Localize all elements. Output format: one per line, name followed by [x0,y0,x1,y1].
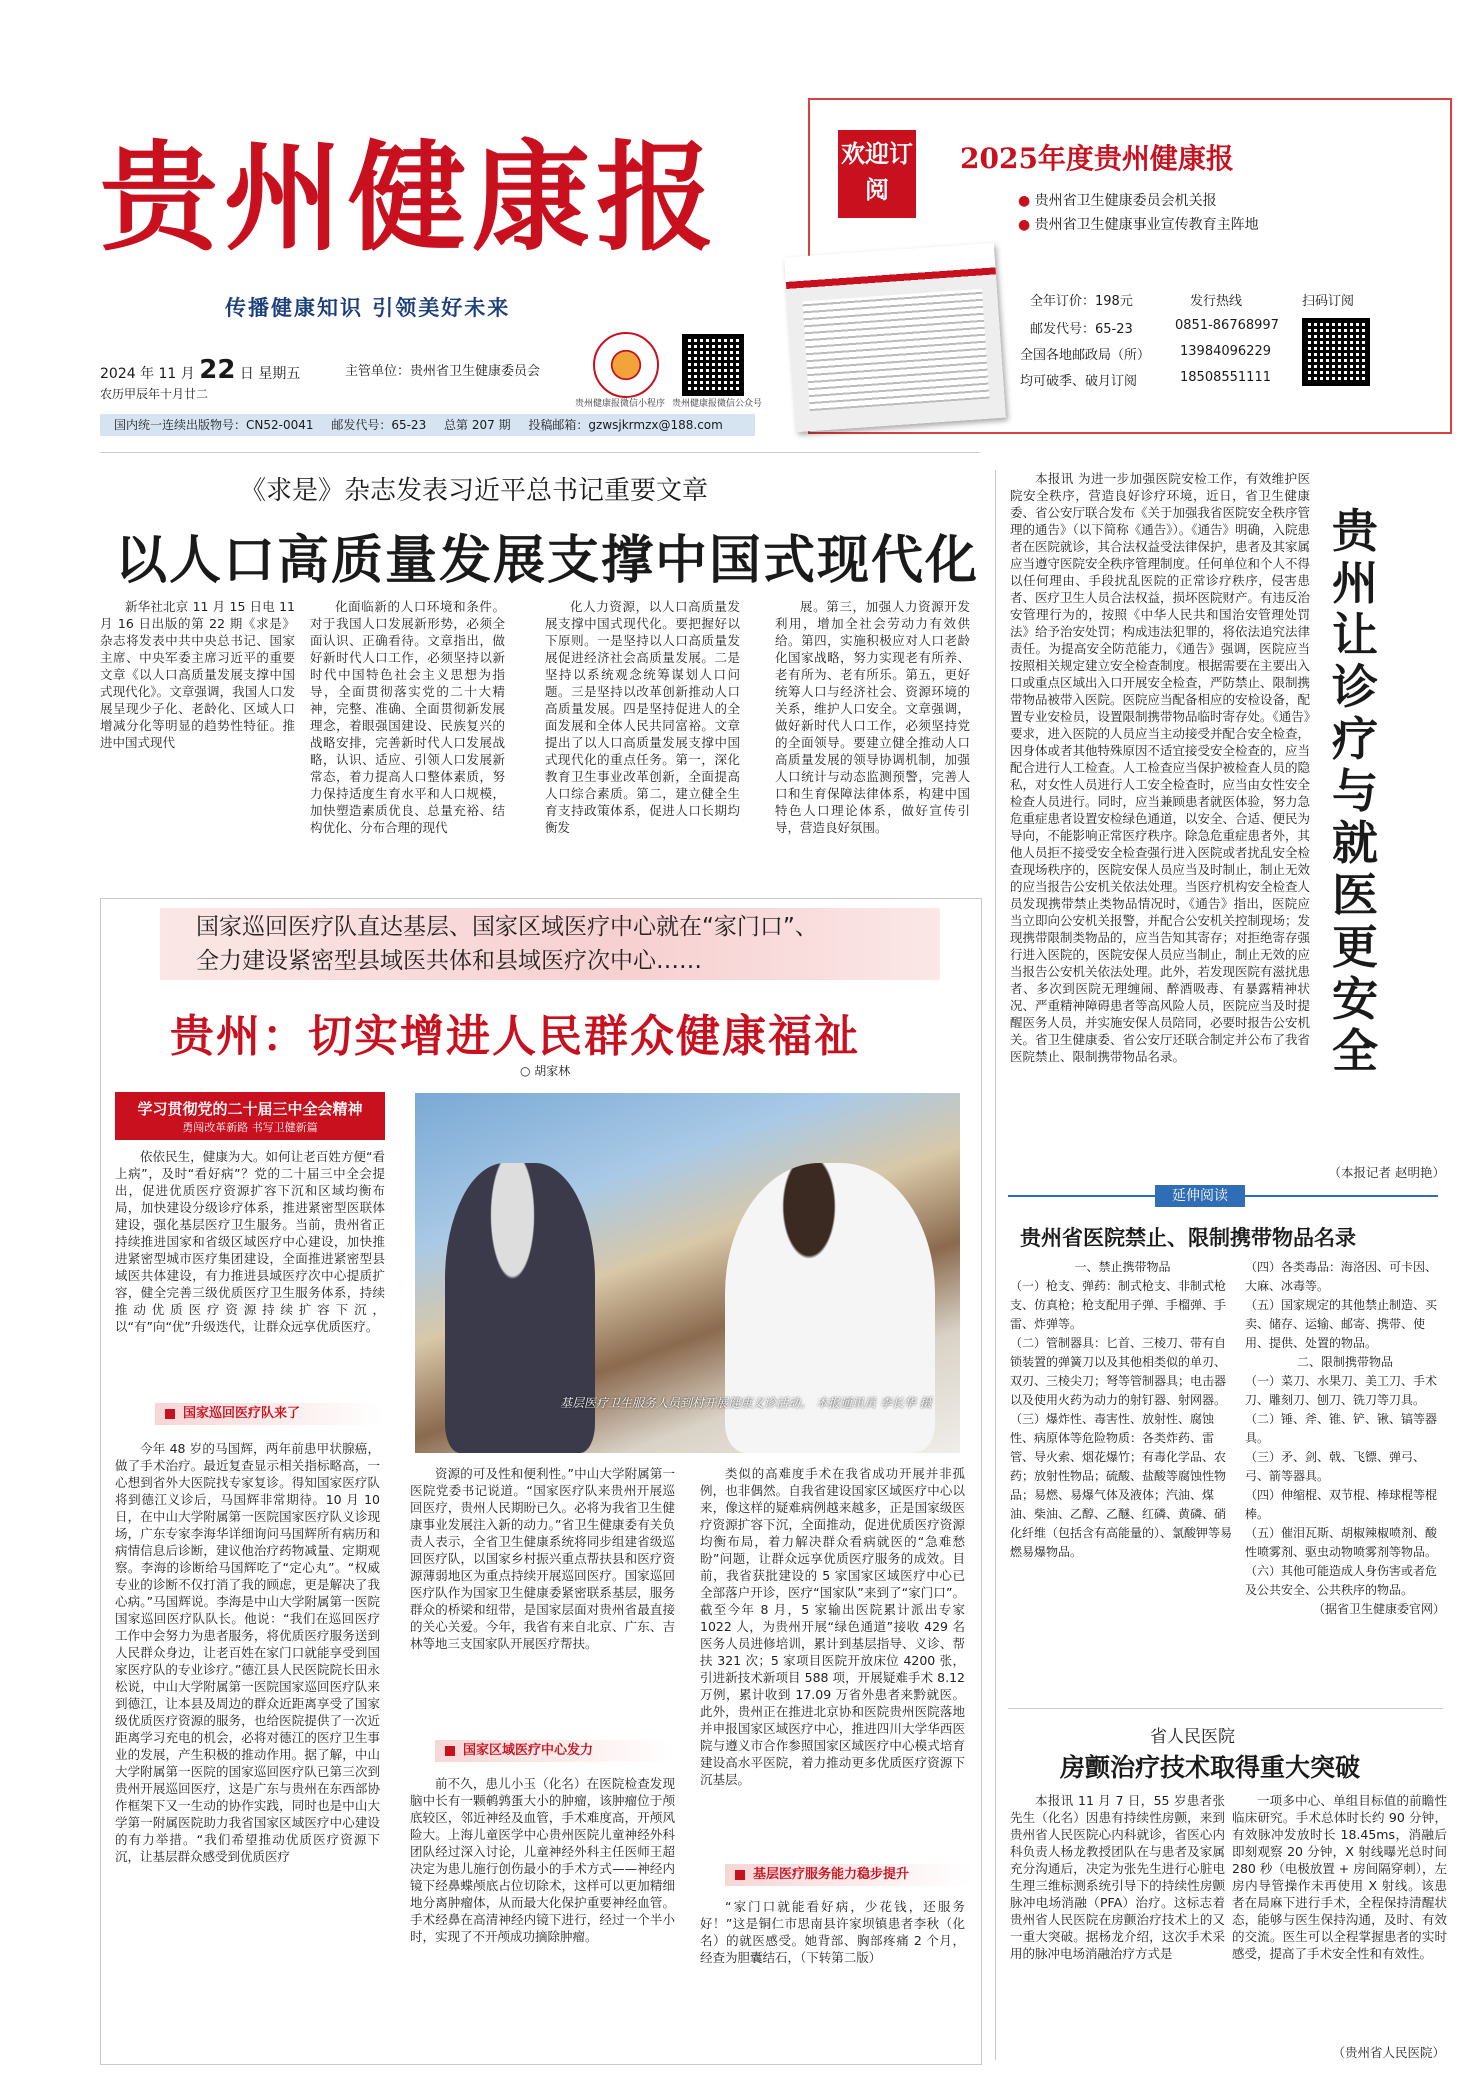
pfa-headline: 房颤治疗技术取得重大突破 [1060,1753,1361,1782]
study-title: 学习贯彻党的二十届三中全会精神 [137,1100,363,1118]
hotline-label: 发行热线 [1190,294,1243,309]
pfa-text-2: 一项多中心、单组目标值的前瞻性临床研究。手术总体时长约 90 分钟，有效脉冲发放时长 18.45ms，消融后即刻观察 20 分钟，X 射线曝光总时间 280 秒（电极放置 + 房间隔穿刺），左房内导管操作未再使用 X 射线。该患者在局麻下进行手术，全程保持清醒状态，能够与医生保持沟通，及时、有效的交流。医生可以全程掌握患者的实时感受，提高了手术安全性和有效性。 [1232,1793,1447,1961]
list-item: （一）枪支、弹药：制式枪支、非制式枪支、仿真枪；枪支配用子弹、手榴弹、手雷、炸弹等。 [1010,1279,1227,1331]
lead-text-3: 化人力资源，以人口高质量发展支撑中国式现代化。要把握好以下原则。一是坚持以人口高质量发展促进经济社会高质量发展。二是坚持以系统观念统筹谋划人口问题。三是坚持以改革创新推动人口高质量发展。四是坚持促进人的全面发展和全体人民共同富裕。文章提出了以人口高质量发展支撑中国式现代化的重点任务。第一，深化教育卫生事业改革创新，全面提高人口综合素质。第二，建立健全生育支持政策体系，促进人口长期均衡发 [545,599,740,835]
welfare-column-a [115,1440,380,2055]
masthead-slogan: 传播健康知识 引领美好未来 [225,296,511,320]
safety-vertical-headline: 贵州让诊疗与就医更安全 [1332,504,1378,1078]
safety-text: 本报讯 为进一步加强医院安检工作，有效维护医院安全秩序，营造良好诊疗环境，近日，省卫生健康委、省公安厅联合发布《关于加强我省医院安全秩序管理的通告》（以下简称《通告》）。《通告》明确，入院患者在医院就诊，其合法权益受法律保护，患者及其家属应当遵守医院安全秩序管理制度。任何单位和个人不得以任何理由、手段扰乱医院的正常诊疗秩序，侵害患者、医疗卫生人员合法权益，损坏医院财产。有违反治安管理行为的，按照《中华人民共和国治安管理处罚法》给予治安处罚；构成违法犯罪的，将依法追究法律责任。为提高安全防范能力，《通告》强调，医院应当按照相关规定建立安全检查制度。根据需要在主要出入口或重点区域出入口开展安全检查，严防禁止、限制携带物品被带入医院。医院应当配备相应的安检设备，配置专业安检员，设置限制携带物品临时寄存处。《通告》要求，进入医院的人员应当主动接受并配合安全检查，因身体或者其他特殊原因不适宜接受安全检查的，应当配合进行人工检查。人工检查应当保护被检查人员的隐私，对女性人员进行人工安全检查时，应当由女性安全检查人员进行。同时，应当兼顾患者就医体验，努力急危重症患者设置安检绿色通道，以安全、合适、便民为导向，不能影响正常医疗秩序。除急危重症患者外，其他人员拒不接受安全检查强行进入医院或者扰乱安全检查现场秩序的，医院安保人员应当及时制止，制止无效的应当报告公安机关依法处理。当医疗机构安全检查人员发现携带禁止类物品情况时，《通告》指出，医院应当立即向公安机关报警，并配合公安机关控制现场；发现携带限制类物品的，应当告知其寄存；对拒绝寄存强行进入医院的，医院安保人员应当制止，制止无效的应当报告公安机关依法处理。此外，若发现医院有滋扰患者、多次到医院无理缠闹、醉酒吸毒、有暴露精神状况、严重精神障碍患者等高风险人员，医院应当及时提醒医务人员，并实施安保人员陪同，必要时报告公安机关。省卫生健康委、省公安厅还联合制定并公布了我省医院禁止、限制携带物品名录。 [1010,471,1310,1064]
welfare-byline: ○ 胡家林 [520,1064,571,1078]
date-suffix: 日 星期五 [239,366,301,382]
newspaper-thumbnail [784,243,1006,432]
lead-column-2 [310,598,505,888]
items-list-title: 贵州省医院禁止、限制携带物品名录 [1020,1226,1356,1250]
welfare-text-c: 类似的高难度手术在我省成功开展并非孤例，也非偶然。自我省建设国家区域医疗中心以来，像这样的疑难病例越来越多，正是国家级医疗资源扩容下沉，全面推动，促进优质医疗资源均衡布局，着力解决群众看病就医的“急难愁盼”问题，让群众远享优质医疗服务的成效。目前，我省获批建设的 5 家国家区域医疗中心已全部落户开诊，医疗“国家队”来到了“家门口”。截至今年 8 月，5 家输出医院累计派出专家 1022 人，为贵州开展“绿色通道”接收 429 名医务人员进修培训，累计到基层指导、义诊、帮扶 321 次；5 家项目医院开放床位 4200 张，引进新技术新项目 588 项，开展疑难手术 8.12 万例，累计收到 17.09 万省外患者来黔就医。此外，贵州正在推进北京协和医院贵州医院落地并申报国家区域医疗中心，推进四川大学华西医院与遵义市合作参照国家区域医疗中心模式培育建设高水平医院，着力推动更多优质医疗资源下沉基层。 [700,1466,965,1787]
list-item: （三）矛、剑、戟、飞镖、弹弓、弓、箭等器具。 [1245,1450,1426,1483]
lead-kicker: 《求是》杂志发表习近平总书记重要文章 [240,476,709,506]
hotline-1: 0851-86768997 [1175,318,1279,333]
lunar-date: 农历甲辰年十月廿二 [100,387,209,401]
list-item: （据省卫生健康委官网） [1312,1602,1445,1616]
subscription-line1: ● 贵州省卫生健康委员会机关报 [1018,190,1217,210]
issue-number: 总第 207 期 [444,418,511,432]
safety-article-body [1010,470,1310,1160]
column-divider [995,470,996,2060]
subscribe-channel: 均可破季、破月订阅 [1020,374,1138,389]
photo-caption: 基层医疗卫生服务人员到村开展健康义诊活动。 本报通讯员 李长华 摄 [560,1396,932,1410]
issn: 国内统一连续出版物号：CN52-0041 [114,418,314,432]
welfare-column-b2 [410,1775,675,2055]
pfa-column-1 [1010,1792,1225,2062]
welfare-column-c [700,1465,965,1855]
welfare-text-c2: “家门口就能看好病，少花钱，还服务好！”这是铜仁市思南县许家坝镇患者李秋（化名）的就医感受。她背部、胸部疼痛 2 个月，经查为胆囊结石，（下转第二版） [700,1899,965,1965]
lead-text-2: 化面临新的人口环境和条件。对于我国人口发展新形势，必须全面认识、正确看待。文章指出，做好新时代人口工作，必须坚持以新时代中国特色社会主义思想为指导，全面贯彻落实党的二十大精神，完整、准确、全面贯彻新发展理念，着眼强国建设、民族复兴的战略安排，完善新时代人口发展战略，认识、适应、引领人口发展新常态，着力提高人口整体素质，努力保持适度生育水平和人口规模，加快塑造素质优良、总量充裕、结构优化、分布合理的现代 [310,599,505,835]
lead-text-1: 新华社北京 11 月 15 日电 11 月 16 日出版的第 22 期《求是》杂志将发表中共中央总书记、国家主席、中央军委主席习近平的重要文章《以人口高质量发展支撑中国式现代化》。文章强调，我国人口发展呈现少子化、老龄化、区域人口增减分化等明显的趋势性特征。推进中国式现代 [100,599,295,750]
hotline-3: 18508551111 [1180,370,1271,385]
date-prefix: 2024 年 11 月 [100,366,195,382]
hotline-2: 13984096229 [1180,344,1271,359]
sponsor-line: 主管单位：贵州省卫生健康委员会 [345,364,541,379]
lead-column-3 [545,598,740,888]
qr1-caption: 贵州健康报微信小程序 [575,399,666,409]
welfare-text-b: 资源的可及性和便利性。”中山大学附属第一医院党委书记说道。“国家医疗队来贵州开展巡回医疗，贵州人民期盼已久。必将为我省卫生健康事业发展注入新的动力。”省卫生健康委有关负责人表示，全省卫生健康系统将同步组建省级巡回医疗队，以国家乡村振兴重点帮扶县和医疗资源薄弱地区为重点持续开展巡回医疗。国家巡回医疗队作为国家卫生健康委紧密联系基层，服务群众的桥梁和纽带，是国家层面对贵州省最直接的关心关爱。今年，我省有来自北京、广东、吉林等地三支国家队开展医疗帮扶。 [410,1466,675,1651]
welfare-banner [160,908,940,980]
pfa-text-1: 本报讯 11 月 7 日，55 岁患者张先生（化名）因患有持续性房颤，来到贵州省人民医院心内科就诊，省医心内科负责人杨龙教授团队在与患者及家属充分沟通后，决定为张先生进行心脏电生理三维标测系统引导下的持续性房颤脉冲电场消融（PFA）治疗。这标志着贵州省人民医院在房颤治疗技术上的又一重大突破。据杨龙介绍，这次手术采用的脉冲电场消融治疗方式是 [1010,1793,1225,1961]
postal-code: 邮发代号：65-23 [331,418,427,432]
list-item: （四）各类毒品：海洛因、可卡因、大麻、冰毒等。 [1245,1260,1438,1293]
extended-reading-tag: 延伸阅读 [1155,1185,1245,1207]
submission-email[interactable]: 投稿邮箱：gzwsjkrmzx@188.com [528,418,723,432]
post-bureau: 全国各地邮政局（所） [1020,348,1151,363]
lead-headline: 以人口高质量发展支撑中国式现代化 [115,531,980,591]
subscription-title: 2025年度贵州健康报 [960,142,1234,175]
list-item: （二）锤、斧、锥、铲、锹、镐等器具。 [1245,1412,1438,1445]
wechat-qr-icon[interactable] [682,334,744,396]
study-spirit-box [115,1092,385,1140]
mini-program-icon[interactable] [593,332,659,398]
subhead-national-team: 国家巡回医疗队来了 [155,1403,383,1425]
welcome-subscribe-badge: 欢迎订阅 [838,130,916,218]
divider [100,452,980,453]
pfa-byline: （贵州省人民医院） [1332,2045,1445,2060]
pfa-kicker: 省人民医院 [1150,1727,1235,1747]
lead-text-4: 展。第三，加强人力资源开发利用，增加全社会劳动力有效供给。第四，实施积极应对人口老龄化国家战略，努力实现老有所养、老有所为、老有所乐。第五，更好统筹人口与经济社会、资源环境的关系，维护人口安全。文章强调，做好新时代人口工作，必须坚持党的全面领导。要建立健全推动人口高质量发展的领导协调机制，加强人口统计与动态监测预警，完善人口和生育保障法律体系，构建中国特色人口理论体系，做好宣传引导，营造良好氛围。 [775,599,970,835]
qr2-caption: 贵州健康报微信公众号 [672,399,763,409]
list-item: （二）管制器具：匕首、三棱刀、带有自锁装置的弹簧刀以及其他相类似的单刃、双刃、三棱尖刀；弩等管制器具；电击器以及使用火药为动力的射钉器、射网器。 [1010,1336,1227,1407]
list-item: （五）国家规定的其他禁止制造、买卖、储存、运输、邮寄、携带、使用、提供、处置的物品。 [1245,1298,1438,1350]
subscription-line2: ● 贵州省卫生健康事业宣传教育主阵地 [1018,214,1259,234]
welfare-column-b [410,1465,675,1735]
banner-line-1: 国家巡回医疗队直达基层、国家区域医疗中心就在“家门口”、 [196,914,818,940]
lead-column-1 [100,598,295,888]
divider [1008,1708,1443,1709]
list-item: （一）菜刀、水果刀、美工刀、手术刀、雕刻刀、刨刀、铣刀等刀具。 [1245,1374,1438,1407]
list-item: （五）催泪瓦斯、胡椒辣椒喷剂、酸性喷雾剂、驱虫动物喷雾剂等物品。 [1245,1526,1438,1559]
welfare-text-b2: 前不久，患儿小玉（化名）在医院检查发现脑中长有一颗鹌鹑蛋大小的肿瘤，该肿瘤位于颅底较区，邻近神经及血管，手术难度高，开颅风险大。上海儿童医学中心贵州医院儿童神经外科团队经过深入讨论，儿童神经外科主任医师王超决定为患儿施行创伤最小的手术方式——神经内镜下经鼻蝶颅底占位切除术，这样可以更加精细地分离肿瘤体，从而最大化保护重要神经血管。手术经鼻在高清神经内镜下进行，经过一个半小时，实现了不开颅成功摘除肿瘤。 [410,1776,675,1944]
newspaper-masthead: 贵州健康报 [100,128,721,267]
safety-byline: （本报记者 赵明艳） [1328,1165,1445,1180]
items-list-column-1 [1010,1258,1235,1698]
publication-info-bar [100,414,755,436]
welfare-column-c2 [700,1898,965,2053]
pfa-column-2 [1232,1792,1447,2042]
welfare-intro [115,1148,385,1388]
lead-column-4 [775,598,970,888]
items-list-column-2 [1245,1258,1445,1698]
welfare-headline: 贵州：切实增进人民群众健康福祉 [170,1011,860,1062]
list-item: 一、禁止携带物品 [1074,1260,1171,1274]
scan-to-subscribe-label: 扫码订阅 [1302,294,1355,309]
dateline [100,355,300,385]
list-item: （三）爆炸性、毒害性、放射性、腐蚀性、病原体等危险物质：各类炸药、雷管、导火索、烟花爆竹；有毒化学品、农药；放射性物品；硫酸、盐酸等腐蚀性物品；易燃、易爆气体及液体；汽油、煤油、柴油、乙醇、乙醚、红磷、黄磷、硝化纤维（包括含有高能量的）、氯酸钾等易燃易爆物品。 [1010,1412,1233,1559]
welfare-text-a: 今年 48 岁的马国辉，两年前患甲状腺癌，做了手术治疗。最近复查显示相关指标略高，一心想到省外大医院找专家复诊。得知国家医疗队将到德江义诊后，马国辉非常期待。10 月 10 日，在中山大学附属第一医院国家医疗队义诊现场，广东专家李海华详细询问马国辉所有病历和病情信息后诊断，建议他治疗药物减量、定期观察。李海的诊断给马国辉吃了“定心丸”。“权威专业的诊断不仅打消了我的顾虑，更是解决了我心病。”马国辉说。李海是中山大学附属第一医院国家巡回医疗队队长。他说：“我们在巡回医疗工作中会努力为患者服务，将优质医疗服务送到人民群众身边，让老百姓在家门口就能享受到国家医疗队的专业诊疗。”德江县人民医院院长田永松说，中山大学附属第一医院国家巡回医疗队来到德江，让本县及周边的群众近距离享受了国家级优质医疗资源的服务，也给医院提供了一次近距离学习充电的机会，必将对德江的医疗卫生事业的发展，产生积极的推动作用。据了解，中山大学附属第一医院的国家巡回医疗队已第三次到贵州开展巡回医疗，这是广东与贵州在东西部协作框架下又一生动的协作实践，同时也是中山大学第一附属医院助力我省国家区域医疗中心建设的有力举措。“我们希望推动优质医疗资源下沉，让基层群众感受到优质医疗 [115,1441,380,1864]
subscribe-postal: 邮发代号：65-23 [1030,322,1133,337]
subscribe-qr-icon[interactable] [1302,318,1370,386]
banner-line-2: 全力建设紧密型县域医共体和县域医疗次中心…… [196,948,702,974]
list-item: （六）其他可能造成人身伤害或者危及公共安全、公共秩序的物品。 [1245,1564,1438,1597]
date-day: 22 [199,355,236,385]
annual-price: 全年订价：198元 [1030,294,1133,309]
study-subtitle: 勇闯改革新路 书写卫健新篇 [182,1121,318,1134]
subhead-regional-center: 国家区域医疗中心发力 [435,1740,673,1762]
welfare-intro-text: 依依民生，健康为大。如何让老百姓方便“看上病”，及时“看好病”？党的二十届三中全会提出，促进优质医疗资源扩容下沉和区域均衡布局，加快建设分级诊疗体系，推进紧密型医联体建设，强化基层医疗卫生服务。当前，贵州省正持续推进国家和省级区域医疗中心建设，加快推进紧密型城市医疗集团建设，全面推进紧密型县域医共体建设，有力推进县域医疗次中心提质扩容，健全完善三级优质医疗卫生服务体系，持续推动优质医疗资源持续扩容下沉，以“有”向“优”升级迭代，让群众远享优质医疗。 [115,1149,385,1334]
list-item: 二、限制携带物品 [1296,1355,1393,1369]
list-item: （四）伸缩棍、双节棍、棒球棍等棍棒。 [1245,1488,1438,1521]
subhead-grassroots: 基层医疗服务能力稳步提升 [725,1864,973,1886]
